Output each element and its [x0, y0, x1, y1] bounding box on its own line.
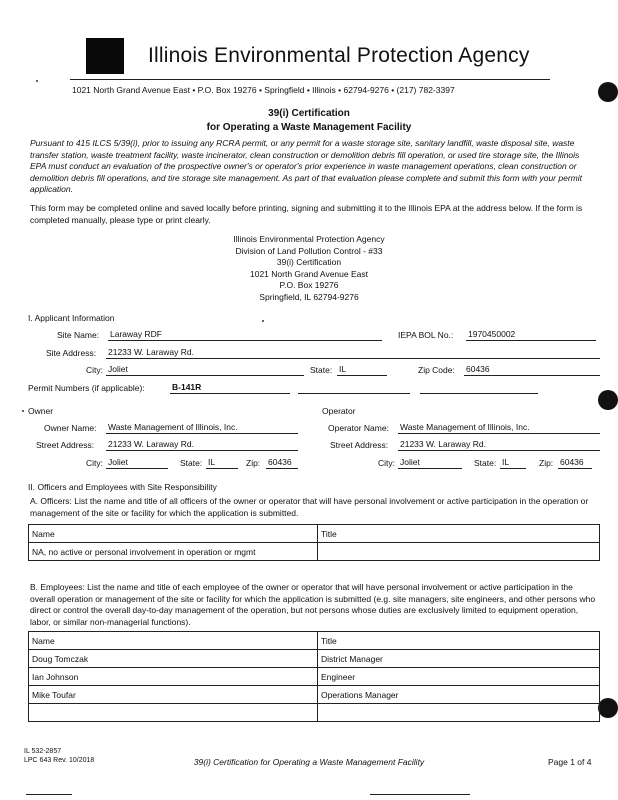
owner-state-field[interactable]: IL	[206, 457, 238, 469]
section2-title: II. Officers and Employees with Site Responsibility	[28, 482, 217, 492]
officers-table	[28, 524, 600, 561]
permit-label: Permit Numbers (if applicable):	[28, 383, 145, 393]
bottom-rule	[370, 794, 470, 795]
employee-title-cell[interactable]	[318, 704, 600, 722]
state-field[interactable]: IL	[337, 364, 387, 376]
zip-label: Zip Code:	[418, 365, 455, 375]
owner-street-label: Street Address:	[36, 440, 95, 450]
mailing-line: 39(i) Certification	[276, 257, 342, 267]
operator-state-field[interactable]: IL	[500, 457, 526, 469]
employee-name-cell[interactable]: Mike Toufar	[29, 686, 318, 704]
table-row	[29, 704, 600, 722]
form-code-1: IL 532-2857	[24, 748, 62, 755]
agency-address: 1021 North Grand Avenue East • P.O. Box 19276 • Springfield • Illinois • 62794-9276 • (217) 782-3397	[72, 85, 455, 95]
employees-instructions: B. Employees: List the name and title of each employee of the owner or operator that will have personal involvement or active participation in the overall operation or management of the site or facility for which the application is submitted (e.g. site managers, site engineers, and other persons who direct or control the overall day-to-day management of the operation, but not persons whose duties are exclusively limited to equipment operation, labor, or similar non-managerial functions).	[30, 582, 596, 627]
officers-header-name: Name	[29, 525, 318, 543]
zip-field[interactable]: 60436	[464, 364, 600, 376]
operator-city-label: City:	[378, 458, 395, 468]
agency-name: Illinois Environmental Protection Agency	[148, 44, 530, 67]
table-row	[29, 668, 600, 686]
site-name-field[interactable]: Laraway RDF	[108, 329, 382, 341]
operator-name-label: Operator Name:	[328, 423, 389, 433]
owner-city-field[interactable]: Joliet	[106, 457, 168, 469]
operator-zip-field[interactable]: 60436	[558, 457, 592, 469]
owner-name-field[interactable]: Waste Management of Illinois, Inc.	[106, 422, 298, 434]
operator-city-field[interactable]: Joliet	[398, 457, 462, 469]
mailing-line: Springfield, IL 62794-9276	[259, 291, 359, 302]
mailing-line: P.O. Box 19276	[279, 280, 339, 290]
table-row	[29, 686, 600, 704]
punch-hole	[598, 698, 618, 718]
instructions-paragraph: This form may be completed online and saved locally before printing, signing and submitting it to the Illinois EPA at the address below. If the form is completed manually, please type or print clearly.	[30, 203, 583, 225]
operator-state-label: State:	[474, 458, 497, 468]
table-row	[29, 650, 600, 668]
employee-title-cell[interactable]: Engineer	[318, 668, 600, 686]
mailing-line: Illinois Environmental Protection Agency	[233, 234, 385, 244]
footer-title: 39(i) Certification for Operating a Waste Management Facility	[193, 757, 425, 767]
table-header-row	[29, 632, 600, 650]
form-subtitle: for Operating a Waste Management Facility	[206, 122, 412, 133]
employees-header-name: Name	[29, 632, 318, 650]
employee-name-cell[interactable]: Ian Johnson	[29, 668, 318, 686]
officer-name-cell[interactable]: NA, no active or personal involvement in operation or mgmt	[29, 543, 318, 561]
table-row	[29, 543, 600, 561]
employees-table	[28, 631, 600, 722]
bottom-rule	[26, 794, 72, 795]
officer-title-cell[interactable]	[318, 543, 600, 561]
owner-state-label: State:	[180, 458, 203, 468]
employee-name-cell[interactable]	[29, 704, 318, 722]
table-header-row	[29, 525, 600, 543]
owner-zip-field[interactable]: 60436	[266, 457, 298, 469]
officers-header-title: Title	[318, 525, 600, 543]
operator-heading: Operator	[322, 406, 356, 416]
city-field[interactable]: Joliet	[106, 364, 304, 376]
city-label: City:	[86, 365, 103, 375]
operator-street-label: Street Address:	[330, 440, 389, 450]
operator-street-field[interactable]: 21233 W. Laraway Rd.	[398, 439, 600, 451]
owner-name-label: Owner Name:	[44, 423, 97, 433]
owner-zip-label: Zip:	[246, 458, 261, 468]
employee-title-cell[interactable]: District Manager	[318, 650, 600, 668]
operator-zip-label: Zip:	[539, 458, 554, 468]
permit-field-3[interactable]	[420, 382, 538, 394]
site-address-label: Site Address:	[46, 348, 97, 358]
state-label: State:	[310, 365, 333, 375]
bol-field[interactable]: 1970450002	[466, 329, 596, 341]
page-number: Page 1 of 4	[548, 757, 592, 767]
site-address-field[interactable]: 21233 W. Laraway Rd.	[106, 347, 600, 359]
applicant-section-title: I. Applicant Information	[28, 313, 115, 323]
mailing-line: 1021 North Grand Avenue East	[250, 268, 368, 279]
form-code-2: LPC 643 Rev. 10/2018	[24, 756, 95, 764]
officers-instructions: A. Officers: List the name and title of all officers of the owner or operator that will have personal involvement or active participation in the operation or management of the site or facility for which the application is submitted.	[30, 496, 589, 518]
employee-title-cell[interactable]: Operations Manager	[318, 686, 600, 704]
owner-street-field[interactable]: 21233 W. Laraway Rd.	[106, 439, 298, 451]
scan-speck	[36, 80, 38, 82]
employees-header-title: Title	[318, 632, 600, 650]
scan-speck	[22, 410, 24, 412]
bol-label: IEPA BOL No.:	[398, 330, 454, 340]
site-name-label: Site Name:	[57, 330, 100, 340]
permit-field-2[interactable]	[298, 382, 410, 394]
operator-name-field[interactable]: Waste Management of Illinois, Inc.	[398, 422, 600, 434]
mailing-address	[0, 234, 618, 303]
agency-logo	[86, 38, 124, 74]
form-title: 39(i) Certification	[268, 108, 350, 119]
scan-speck	[262, 320, 264, 322]
owner-city-label: City:	[86, 458, 103, 468]
punch-hole	[598, 390, 618, 410]
owner-heading: Owner	[28, 406, 54, 416]
mailing-line: Division of Land Pollution Control - #33	[235, 245, 383, 256]
employee-name-cell[interactable]: Doug Tomczak	[29, 650, 318, 668]
intro-paragraph: Pursuant to 415 ILCS 5/39(i), prior to issuing any RCRA permit, or any permit for a waste storage site, sanitary landfill, waste disposal site, waste transfer station, waste treatment facility, waste incinerator, clean construction or demolition debris fill operation, or used tire storage site, the Illinois EPA must conduct an evaluation of the prospective owner's or operator's prior experience in waste management operations, clean construction or demolition debris fill operations, and tire storage site management. As part of that evaluation please complete and submit this form with your permit application.	[30, 138, 582, 194]
header-rule	[70, 79, 550, 80]
punch-hole	[598, 82, 618, 102]
permit-field-1[interactable]: B-141R	[170, 382, 290, 394]
